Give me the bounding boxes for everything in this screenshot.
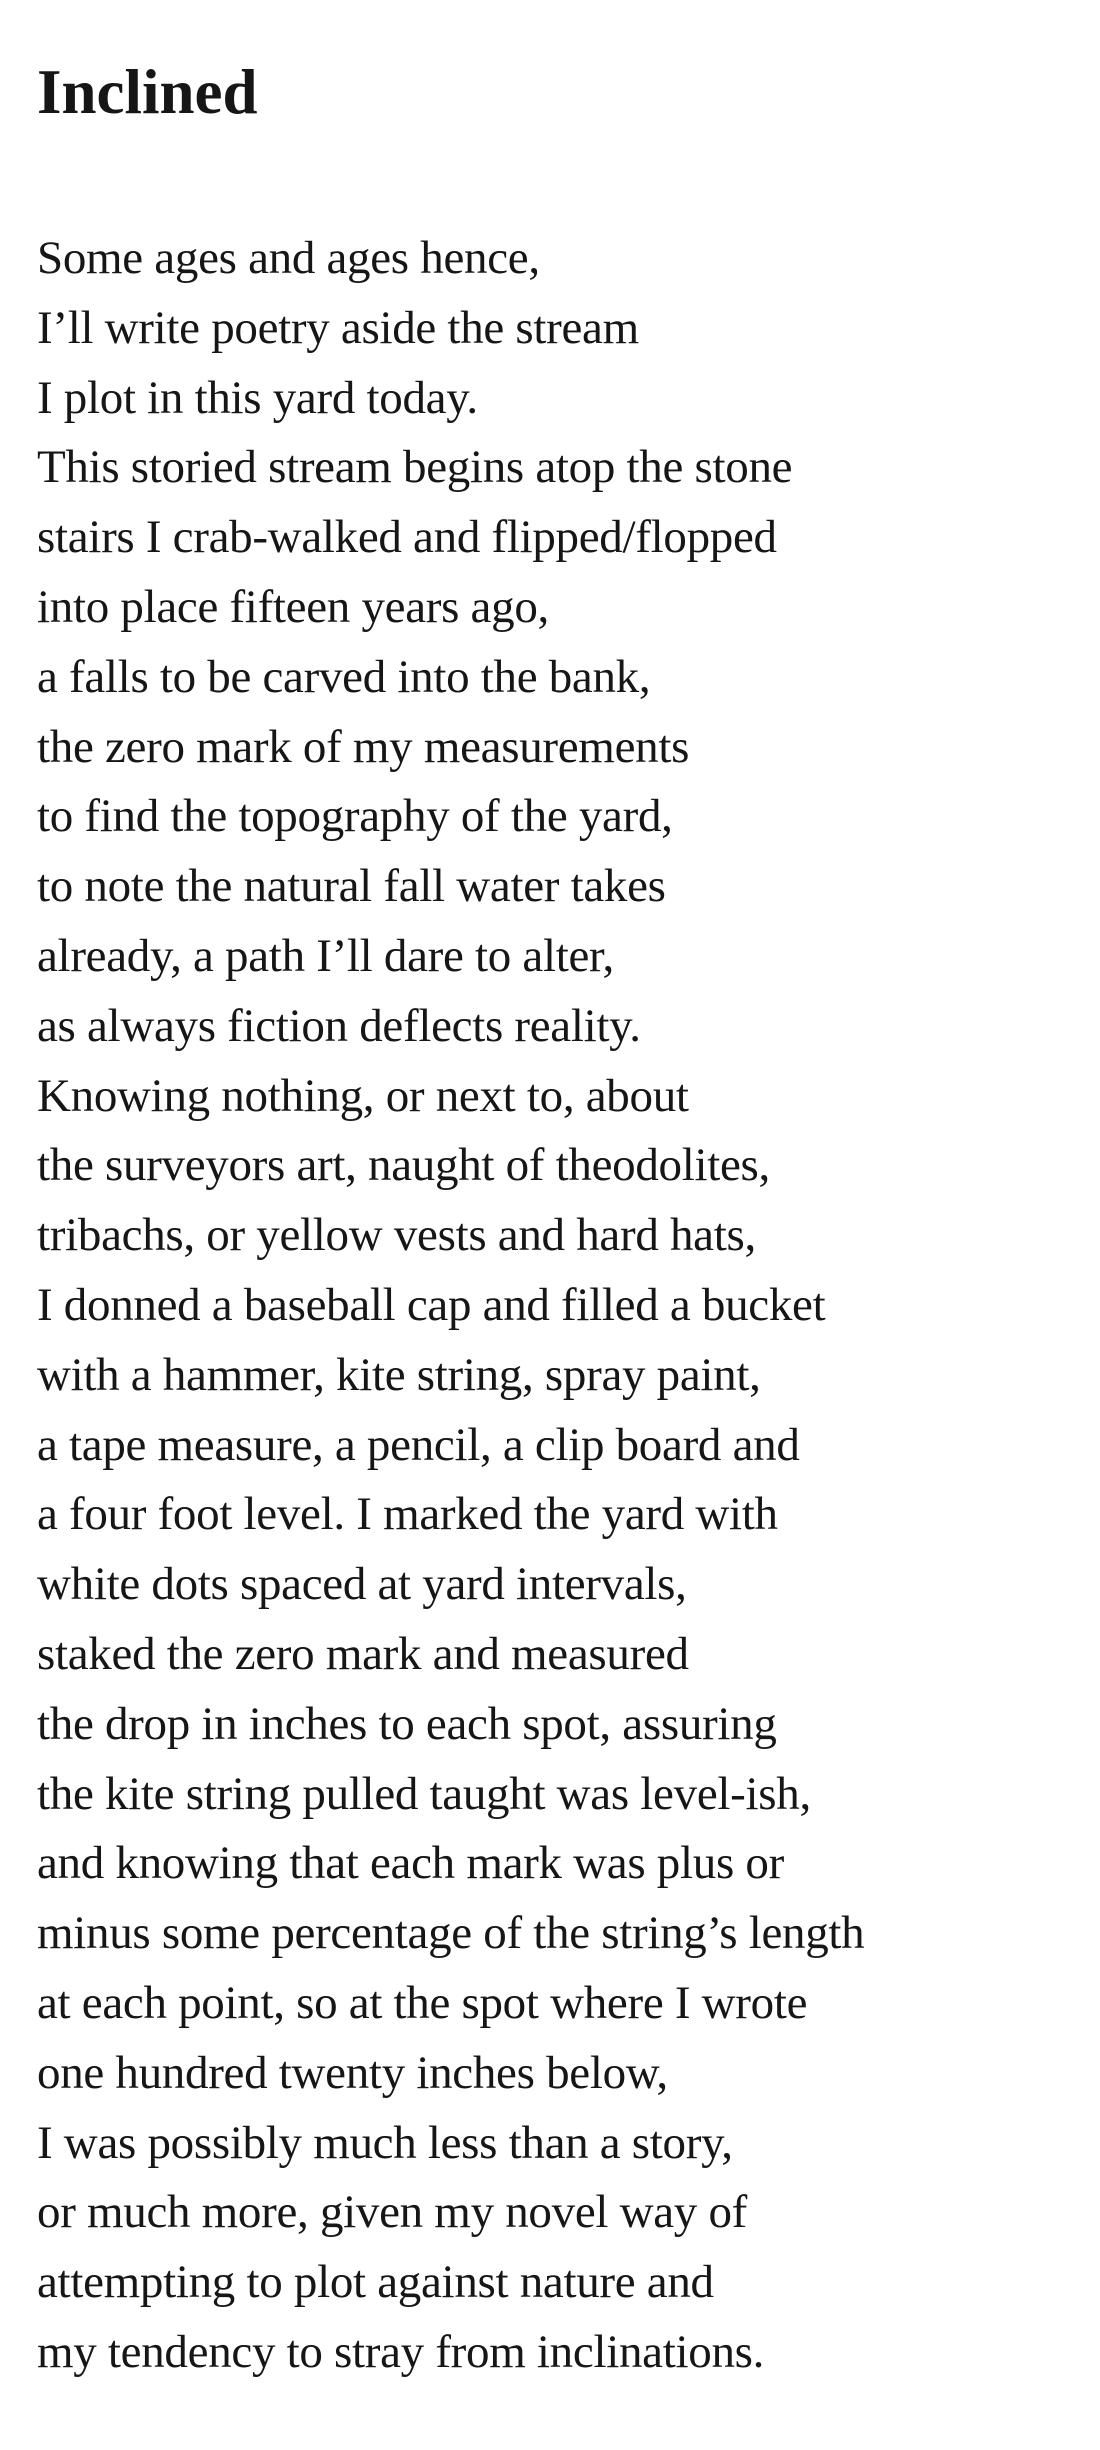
- poem-line: I’ll write poetry aside the stream: [37, 301, 639, 354]
- poem-line: the kite string pulled taught was level-ish,: [37, 1767, 811, 1820]
- poem-line: staked the zero mark and measured: [37, 1627, 689, 1680]
- poem-line: I plot in this yard today.: [37, 371, 478, 424]
- poem-line: to find the topography of the yard,: [37, 790, 673, 843]
- poem-line: or much more, given my novel way of: [37, 2186, 747, 2239]
- poem-line: and knowing that each mark was plus or: [37, 1837, 784, 1890]
- poem-line: to note the natural fall water takes: [37, 860, 666, 913]
- poem-title: Inclined: [37, 57, 258, 127]
- poem-line: my tendency to stray from inclinations.: [37, 2325, 765, 2378]
- poem-line: I was possibly much less than a story,: [37, 2116, 733, 2169]
- poem-line: a falls to be carved into the bank,: [37, 650, 651, 703]
- poem-line: the drop in inches to each spot, assuring: [37, 1697, 777, 1750]
- poem-line: already, a path I’ll dare to alter,: [37, 929, 614, 982]
- poem-line: tribachs, or yellow vests and hard hats,: [37, 1209, 756, 1262]
- poem-line: minus some percentage of the string’s length: [37, 1907, 865, 1960]
- poem-line: This storied stream begins atop the stone: [37, 441, 793, 494]
- poem-line: attempting to plot against nature and: [37, 2256, 714, 2309]
- poem-line: white dots spaced at yard intervals,: [37, 1558, 687, 1611]
- poem-line: the zero mark of my measurements: [37, 720, 690, 773]
- poem-line: into place fifteen years ago,: [37, 580, 549, 633]
- poem-line: stairs I crab-walked and flipped/flopped: [37, 511, 777, 564]
- poem: [37, 52, 1077, 2378]
- poem-line: one hundred twenty inches below,: [37, 2046, 668, 2099]
- poem-line: the surveyors art, naught of theodolites,: [37, 1139, 770, 1192]
- poem-line: a tape measure, a pencil, a clip board and: [37, 1418, 800, 1471]
- poem-line: Some ages and ages hence,: [37, 232, 540, 284]
- poem-body: [37, 224, 1077, 2388]
- poem-line: with a hammer, kite string, spray paint,: [37, 1348, 761, 1401]
- poem-line: a four foot level. I marked the yard with: [37, 1488, 778, 1541]
- poem-line: as always fiction deflects reality.: [37, 999, 641, 1052]
- poem-line: Knowing nothing, or next to, about: [37, 1069, 689, 1122]
- poem-line: I donned a baseball cap and filled a bucket: [37, 1278, 826, 1331]
- poem-line: at each point, so at the spot where I wrote: [37, 1976, 808, 2029]
